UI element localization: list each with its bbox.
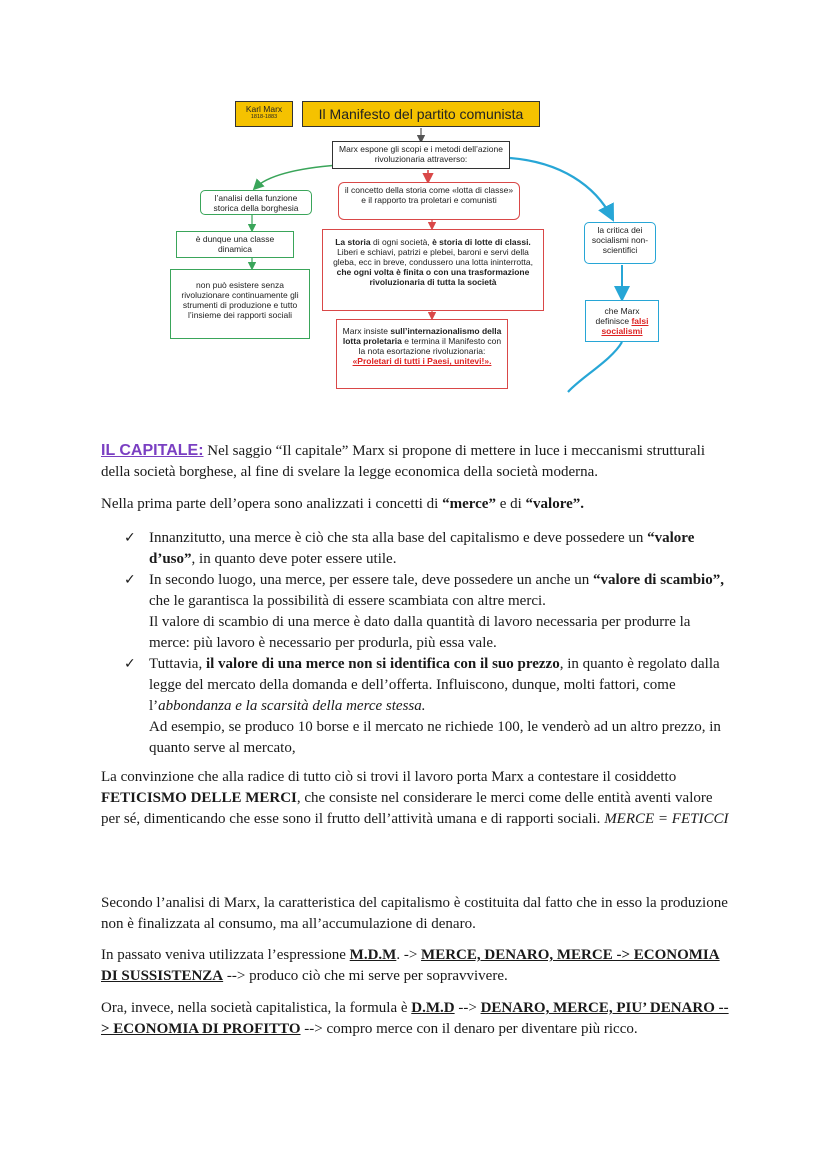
list-item — [124, 528, 724, 570]
feticismo-bold: FETICISMO DELLE MERCI — [101, 790, 297, 806]
bullet2-text-1: In secondo luogo, una merce, per essere tale, deve possedere un anche un — [149, 572, 593, 588]
concetti-text-1: Nella prima parte dell’opera sono analizzati i concetti di — [101, 496, 443, 512]
author-name: Karl Marx — [245, 104, 283, 114]
bullet3-extra: Ad esempio, se produco 10 borse e il mercato ne richiede 100, le venderò ad un altro prezzo, in quanto serve al mercato, — [149, 719, 721, 756]
red-storia-bold-1: La storia — [335, 237, 371, 247]
check-icon: ✓ — [124, 572, 136, 588]
concept-map — [0, 0, 828, 400]
capitale-intro-text: Nel saggio “Il capitale” Marx si propone di mettere in luce i meccanismi strutturali della società borghese, al fine di svelare la legge economica della società moderna. — [101, 443, 706, 480]
red-storia-bold-2: è storia di lotte di classi. — [432, 237, 531, 247]
feticismo-text-1: La convinzione che alla radice di tutto ciò si trovi il lavoro porta Marx a contestare il cosiddetto — [101, 769, 677, 785]
author-dates: 1818-1883 — [250, 114, 278, 120]
mdm-formula: M.D.M — [349, 947, 397, 963]
bullet1-bold: “valore d’uso” — [149, 530, 695, 567]
feticismo-text-2: , che consiste nel considerare le merci come delle entità aventi valore per sé, dimenticando che esse sono il frutto dell’attività umana e di rapporti sociali. — [101, 790, 713, 827]
list-item — [124, 654, 724, 759]
feticismo-italic: MERCE = FETICCI — [604, 811, 729, 827]
red-intern-text-1: Marx insiste — [342, 326, 391, 336]
red-storia-text-1: di ogni società, — [370, 237, 433, 247]
feticismo-paragraph — [101, 767, 731, 830]
dmd-text-2: --> — [454, 1000, 481, 1016]
red-intern-text-2: e termina il Manifesto con la nota esortazione rivoluzionaria: — [358, 336, 502, 356]
dmd-formula: D.M.D — [411, 1000, 455, 1016]
dmd-definition: DENARO, MERCE, PIU’ DENARO --> ECONOMIA DI PROFITTO — [101, 1000, 729, 1037]
bullet1-text-1: Innanzitutto, una merce è ciò che sta alla base del capitalismo e deve possedere un — [149, 530, 648, 546]
mdm-paragraph — [101, 945, 731, 987]
author-box — [235, 101, 293, 127]
red-storia-bold-3: che ogni volta è finita o con una trasformazione rivoluzionaria di tutta la società — [336, 267, 530, 287]
arrow-blue-tail — [568, 342, 622, 392]
dmd-paragraph — [101, 998, 731, 1040]
red-storia-text-2: Liberi e schiavi, patrizi e plebei, baroni e servi della gleba, ecc in breve, condussero una lotta ininterrotta, — [333, 247, 533, 267]
mdm-text-1: In passato veniva utilizzata l’espressione — [101, 947, 350, 963]
concetti-text-2: e di — [495, 496, 526, 512]
blue-box-falsi-socialismi — [585, 300, 659, 342]
bullet2-bold: “valore di scambio”, — [593, 572, 724, 588]
arrow-intro-to-blue — [510, 158, 612, 218]
bullet2-text-2: che le garantisca la possibilità di essere scambiata con altre merci. — [149, 593, 546, 609]
merce-checklist — [124, 528, 724, 759]
capitale-heading: IL CAPITALE: — [101, 442, 204, 459]
capitale-intro — [101, 440, 731, 483]
mdm-definition: MERCE, DENARO, MERCE -> ECONOMIA DI SUSSISTENZA — [101, 947, 720, 984]
check-icon: ✓ — [124, 530, 136, 546]
mdm-text-2: . -> — [396, 947, 422, 963]
red-intern-quote: «Proletari di tutti i Paesi, unitevi!». — [352, 356, 492, 366]
blue-box-critica: la critica dei socialismi non-scientifici — [584, 222, 656, 264]
bullet3-italic: abbondanza e la scarsità della merce stessa. — [158, 698, 426, 714]
green-box-classe-dinamica: è dunque una classe dinamica — [176, 231, 294, 258]
capitalismo-paragraph: Secondo l’analisi di Marx, la caratteristica del capitalismo è costituita dal fatto che in esso la produzione non è finalizzata al consumo, ma all’accumulazione di denaro. — [101, 895, 728, 932]
concetti-merce: “merce” — [442, 496, 496, 512]
red-box-internazionalismo — [336, 319, 508, 389]
mdm-text-3: --> produco ciò che mi serve per sopravvivere. — [223, 968, 508, 984]
green-box-rivoluzionare: non può esistere senza rivoluzionare continuamente gli strumenti di produzione e tutto l’insieme dei rapporti sociali — [170, 269, 310, 339]
capitale-concetti — [101, 494, 731, 515]
red-intern-bold: sull’internazionalismo della lotta proletaria — [342, 326, 502, 346]
red-box-lotta-di-classe: il concetto della storia come «lotta di classe» e il rapporto tra proletari e comunisti — [338, 182, 520, 220]
blue-falsi-text: che Marx definisce — [595, 306, 640, 326]
bullet3-bold: il valore di una merce non si identifica con il suo prezzo — [205, 656, 560, 672]
concetti-valore: “valore”. — [525, 496, 585, 512]
bullet3-text-1: Tuttavia, — [149, 656, 206, 672]
bullet1-text-2: , in quanto deve poter essere utile. — [191, 551, 397, 567]
title-box: Il Manifesto del partito comunista — [302, 101, 540, 127]
intro-box: Marx espone gli scopi e i metodi dell’azione rivoluzionaria attraverso: — [332, 141, 510, 169]
bullet3-text-2: , in quanto è regolato dalla legge del mercato della domanda e dell’offerta. Influiscono, dunque, molti fattori, come l’ — [149, 656, 720, 714]
green-box-borghesia: l’analisi della funzione storica della borghesia — [200, 190, 312, 215]
arrow-intro-to-green — [255, 165, 338, 188]
bullet2-extra: Il valore di scambio di una merce è dato dalla quantità di lavoro necessaria per produrre la merce: più lavoro è necessario per produrla, più essa vale. — [149, 614, 691, 651]
dmd-text-3: --> compro merce con il denaro per diventare più ricco. — [300, 1021, 638, 1037]
red-box-storia — [322, 229, 544, 311]
list-item — [124, 570, 724, 654]
dmd-text-1: Ora, invece, nella società capitalistica, la formula è — [101, 1000, 412, 1016]
blue-falsi-link: falsi socialismi — [601, 316, 649, 336]
check-icon: ✓ — [124, 656, 136, 672]
